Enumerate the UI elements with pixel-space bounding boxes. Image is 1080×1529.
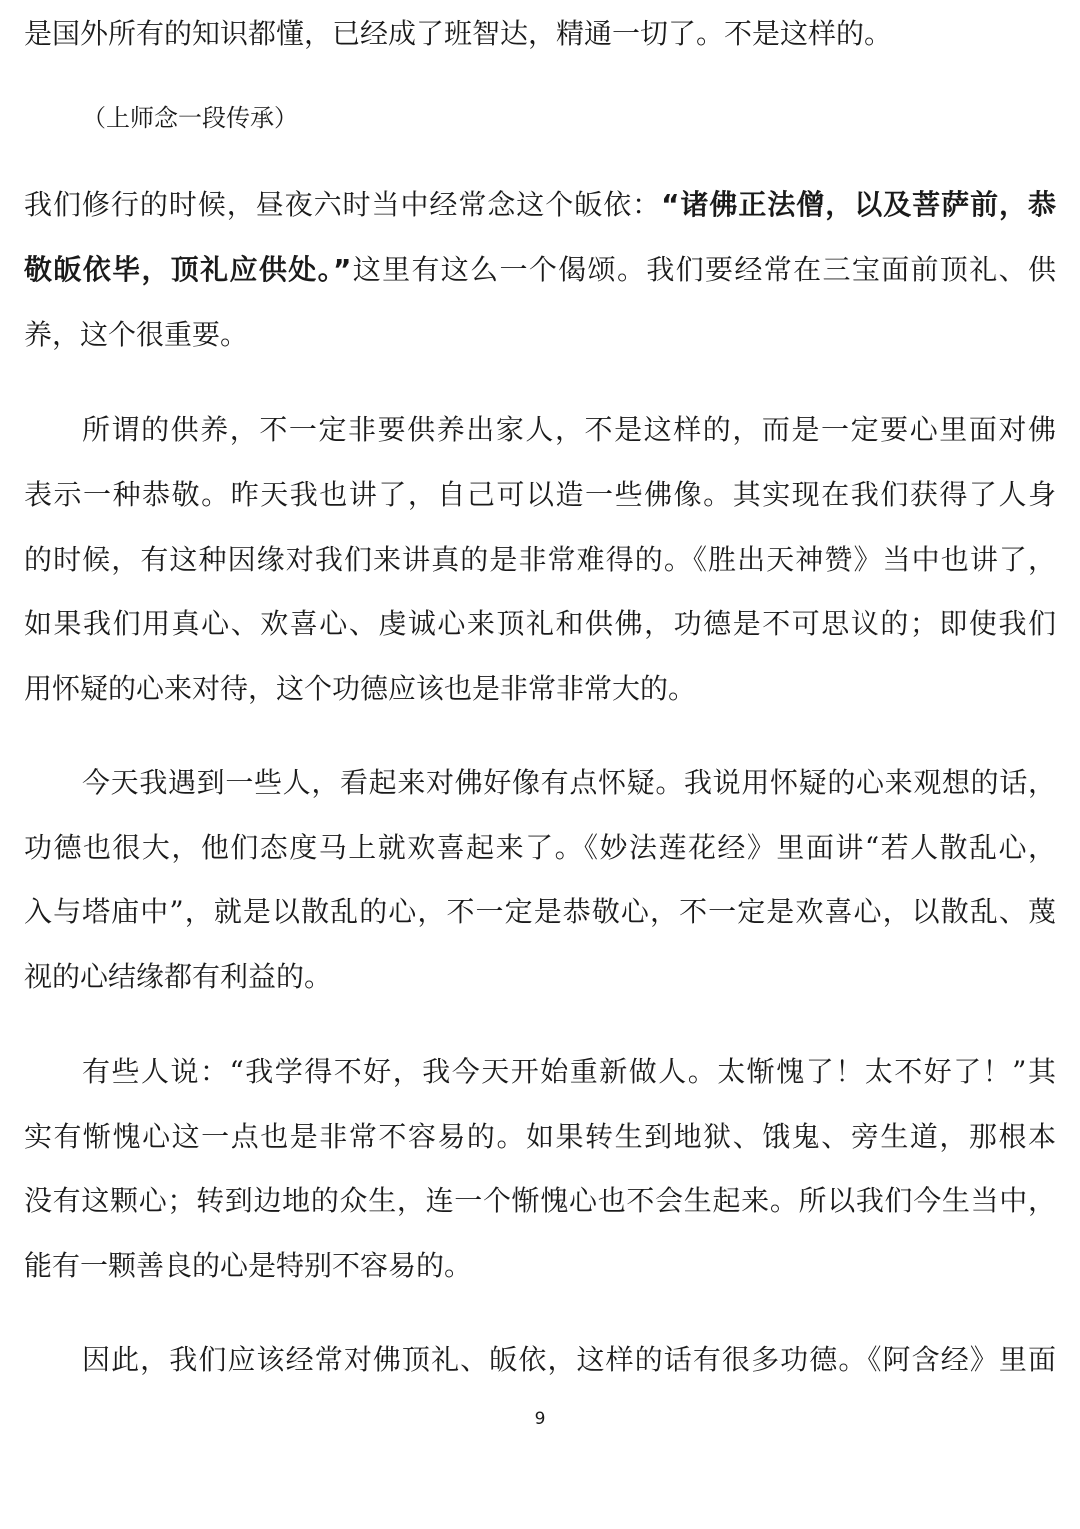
paragraph-line: 有些人说：“我学得不好，我今天开始重新做人。太惭愧了！太不好了！”其 (82, 1055, 1056, 1088)
paragraph-line: 没有这颗心；转到边地的众生，连一个惭愧心也不会生起来。所以我们今生当中， (24, 1184, 1056, 1217)
paragraph-line (24, 183, 1056, 227)
paragraph-line: 养，这个很重要。 (24, 318, 249, 351)
paragraph-line: 是国外所有的知识都懂，已经成了班智达，精通一切了。不是这样的。 (24, 17, 893, 50)
paragraph-line: 表示一种恭敬。昨天我也讲了，自己可以造一些佛像。其实现在我们获得了人身 (24, 478, 1056, 511)
paragraph-line: 今天我遇到一些人，看起来对佛好像有点怀疑。我说用怀疑的心来观想的话， (82, 766, 1056, 799)
paragraph-line: 所谓的供养，不一定非要供养出家人，不是这样的，而是一定要心里面对佛 (82, 413, 1056, 446)
paragraph-line: 实有惭愧心这一点也是非常不容易的。如果转生到地狱、饿鬼、旁生道，那根本 (24, 1120, 1056, 1153)
paragraph-line: 用怀疑的心来对待，这个功德应该也是非常非常大的。 (24, 672, 697, 705)
paragraph-line: 功德也很大，他们态度马上就欢喜起来了。《妙法莲花经》里面讲“若人散乱心， (24, 831, 1056, 864)
paragraph-line: 视的心结缘都有利益的。 (24, 960, 333, 993)
transmission-note: （上师念一段传承） (82, 104, 298, 132)
paragraph-text: 我们修行的时候，昼夜六时当中经常念这个皈依： (24, 188, 662, 221)
paragraph-text: 这里有这么一个偈颂。我们要经常在三宝面前顶礼、供 (351, 253, 1056, 286)
paragraph-line: 如果我们用真心、欢喜心、虔诚心来顶礼和供佛，功德是不可思议的；即使我们 (24, 607, 1056, 640)
page-number: 9 (534, 1409, 546, 1429)
paragraph-line: 能有一颗善良的心是特别不容易的。 (24, 1249, 473, 1282)
paragraph-line: 的时候，有这种因缘对我们来讲真的是非常难得的。《胜出天神赞》当中也讲了， (24, 543, 1056, 576)
paragraph-line (24, 248, 1056, 292)
paragraph-line: 因此，我们应该经常对佛顶礼、皈依，这样的话有很多功德。《阿含经》里面 (82, 1343, 1056, 1376)
refuge-verse-bold: “诸佛正法僧，以及菩萨前，恭 (661, 188, 1056, 221)
paragraph-line: 入与塔庙中”，就是以散乱的心，不一定是恭敬心，不一定是欢喜心，以散乱、蔑 (24, 895, 1056, 928)
refuge-verse-bold: 敬皈依毕，顶礼应供处。” (24, 253, 352, 286)
